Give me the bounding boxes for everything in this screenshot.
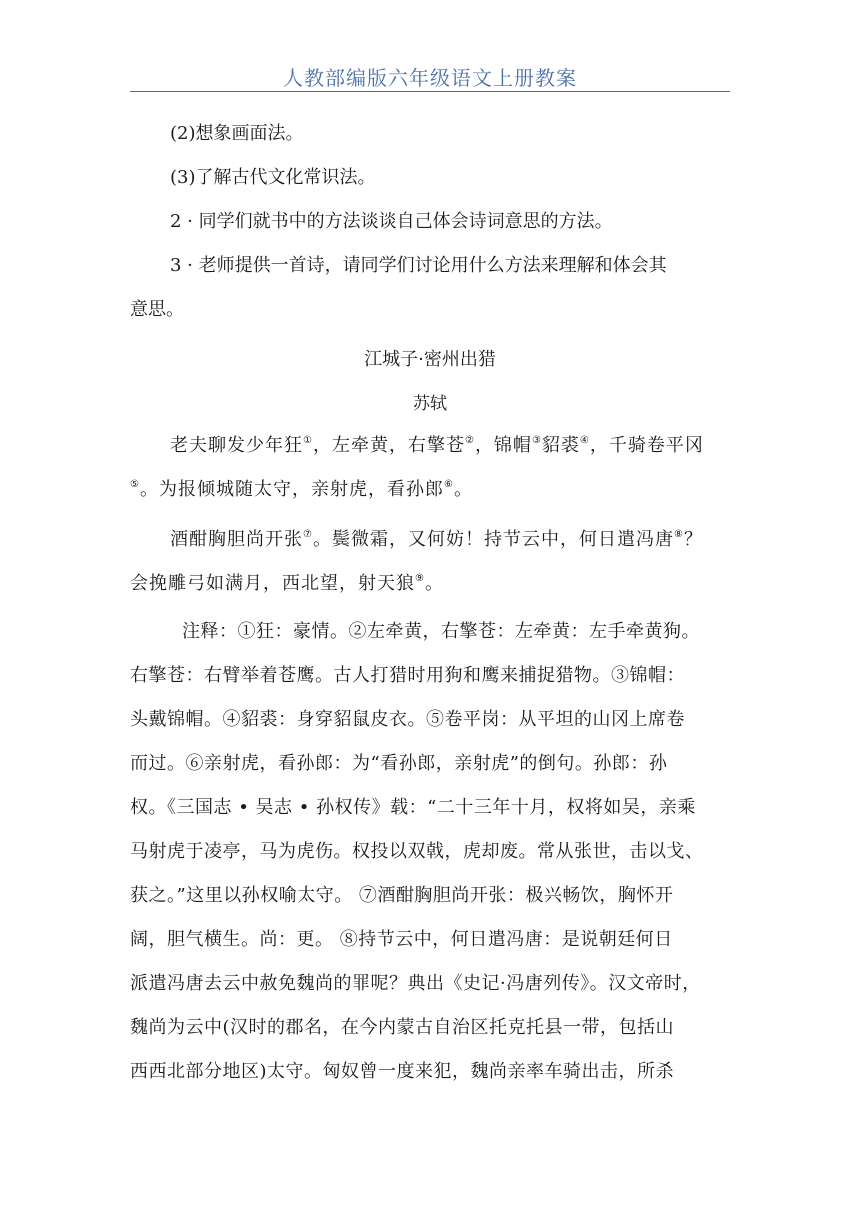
poem-body — [130, 424, 730, 606]
poem-text: ，左牵黄，右擎苍 — [312, 435, 465, 456]
poem-text: 。为报倾城随太守，亲射虎，看孙郎 — [139, 479, 444, 500]
poem-text: 老夫聊发少年狂 — [170, 435, 303, 456]
footnote-marker: ⑧ — [673, 529, 684, 540]
page-header-title: 人教部编版六年级语文上册教案 — [283, 66, 577, 90]
poem-text: 会挽雕弓如满月，西北望，射天狼 — [130, 573, 415, 594]
annotation-line: 注释：①狂：豪情。②左牵黄，右擎苍：左牵黄：左手牵黄狗。 — [182, 621, 700, 642]
poem-line-3 — [130, 518, 730, 562]
annotation-line: 头戴锦帽。④貂裘：身穿貂鼠皮衣。⑤卷平岗：从平坦的山冈上席卷 — [130, 709, 685, 730]
annotation-line: 西西北部分地区)太守。匈奴曾一度来犯，魏尚亲率车骑出击，所杀 — [130, 1061, 675, 1082]
footnote-marker: ④ — [579, 435, 590, 446]
footnote-marker: ⑤ — [130, 479, 140, 490]
method-item-3: (3)了解古代文化常识法。 — [170, 167, 376, 188]
poem-line-2 — [130, 468, 730, 512]
annotation-line: 派遣冯唐去云中赦免魏尚的罪呢？典出《史记·冯唐列传》。汉文帝时， — [130, 973, 701, 994]
step-3-line-2: 意思。 — [130, 299, 184, 320]
poem-text: ？ — [683, 529, 703, 550]
footnote-marker: ② — [464, 435, 475, 446]
annotations — [130, 610, 730, 1094]
annotation-line: 权。《三国志 • 吴志 • 孙权传》载：“二十三年十月，权将如吴，亲乘 — [130, 797, 696, 818]
poem-line-1 — [130, 424, 730, 468]
step-3-text — [130, 244, 730, 332]
annotation-line: 右擎苍：右臂举着苍鹰。古人打猎时用狗和鹰来捕捉猎物。③锦帽： — [130, 665, 685, 686]
poem-text: 。 — [424, 573, 444, 594]
poem-text: 貂裘 — [541, 435, 580, 456]
footnote-marker: ⑦ — [303, 529, 313, 540]
step-3-line-1: 3 · 老师提供一首诗，请同学们讨论用什么方法来理解和体会其 — [170, 255, 667, 276]
annotation-line: 阔，胆气横生。尚：更。 ⑧持节云中，何日遣冯唐：是说朝廷何日 — [130, 929, 673, 950]
poem-text: ，锦帽 — [474, 435, 532, 456]
footnote-marker: ① — [303, 435, 313, 446]
poem-text: ，千骑卷平冈 — [589, 435, 704, 456]
annotation-line: 魏尚为云中(汉时的郡名，在今内蒙古自治区托克托县一带，包括山 — [130, 1017, 675, 1038]
poem-text: 酒酣胸胆尚开张 — [170, 529, 303, 550]
header-divider — [130, 91, 730, 92]
document-body — [130, 112, 730, 1094]
footnote-marker: ③ — [531, 435, 542, 446]
annotation-line: 而过。⑥亲射虎，看孙郎：为“看孙郎，亲射虎”的倒句。孙郎：孙 — [130, 753, 668, 774]
method-item-2: (2)想象画面法。 — [170, 123, 304, 144]
step-2-text: 2 · 同学们就书中的方法谈谈自己体会诗词意思的方法。 — [170, 211, 613, 232]
footnote-marker: ⑥ — [443, 479, 454, 490]
poem-text: 。鬓微霜，又何妨！持节云中，何日遣冯唐 — [312, 529, 674, 550]
footnote-marker: ⑨ — [415, 573, 425, 584]
annotation-line: 马射虎于凌亭，马为虎伤。权投以双戟，虎却废。常从张世，击以戈、 — [130, 841, 704, 862]
poem-text: 。 — [453, 479, 473, 500]
poem-title: 江城子·密州出猎 — [364, 349, 496, 370]
poem-line-4 — [130, 562, 730, 606]
poem-author: 苏轼 — [413, 394, 447, 414]
annotation-line: 获之。”这里以孙权喻太守。 ⑦酒酣胸胆尚开张：极兴畅饮，胸怀开 — [130, 885, 674, 906]
